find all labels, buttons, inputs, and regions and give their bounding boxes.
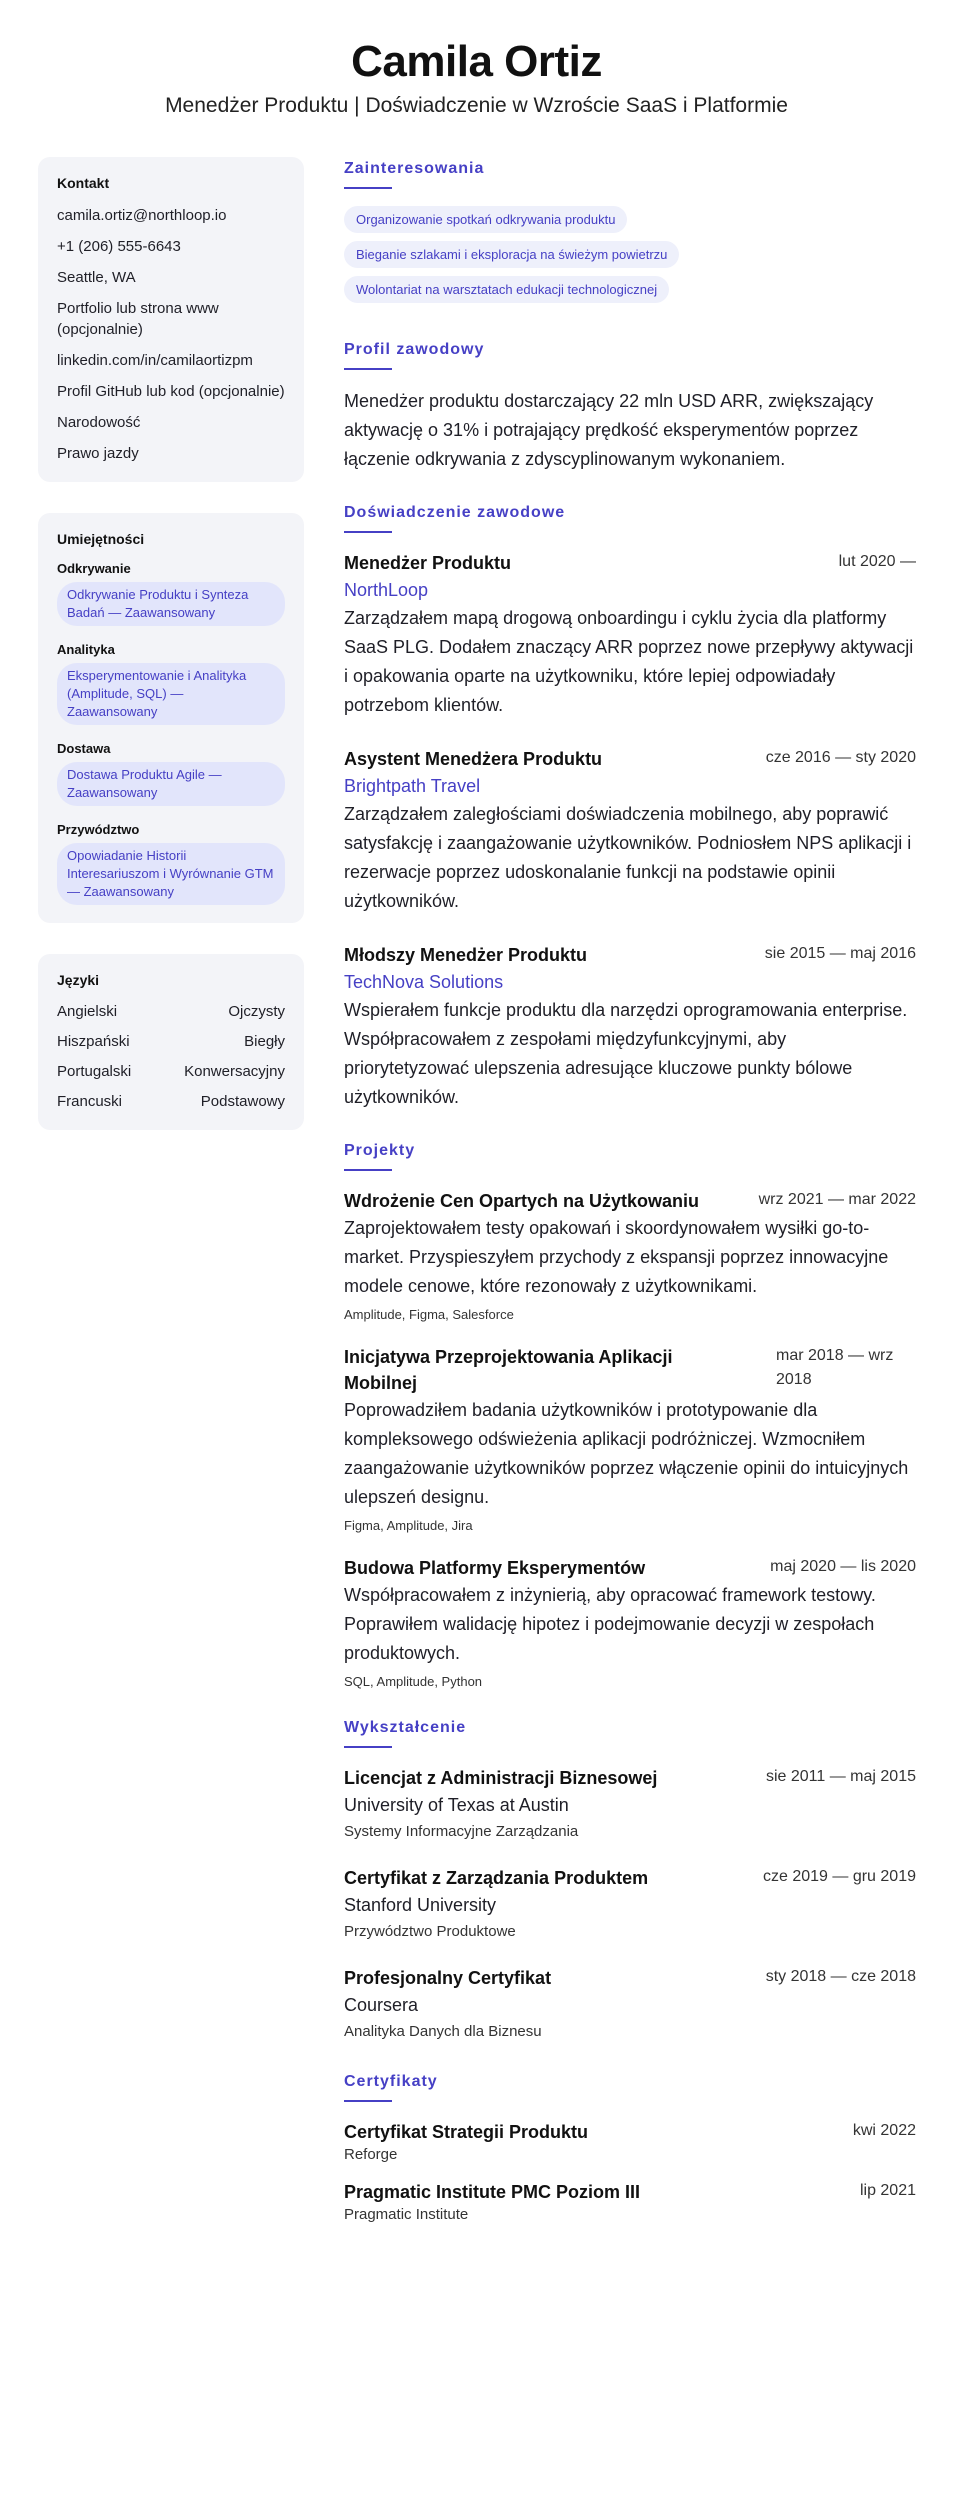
job-title: Asystent Menedżera Produktu xyxy=(344,749,603,769)
languages-title: Języki xyxy=(57,972,100,988)
job-title: Menedżer Produktu xyxy=(344,553,512,573)
interests-section xyxy=(344,160,916,311)
job-dates: lut 2020 — xyxy=(838,553,916,570)
section-divider xyxy=(344,1169,392,1171)
language-level: Podstawowy xyxy=(200,1093,285,1110)
certification-date: kwi 2022 xyxy=(852,2122,916,2139)
language-name: Portugalski xyxy=(57,1063,132,1080)
institution-name: Stanford University xyxy=(344,1895,497,1915)
section-divider xyxy=(344,1746,392,1748)
candidate-name: Camila Ortiz xyxy=(351,37,602,86)
section-title: Zainteresowania xyxy=(344,160,485,177)
project-tools: SQL, Amplitude, Python xyxy=(344,1674,483,1689)
contact-email[interactable]: camila.ortiz@northloop.io xyxy=(57,207,227,224)
profile-summary: Menedżer produktu dostarczający 22 mln USD ARR, zwiększający aktywację o 31% i potrajający prędkość eksperymentów poprzez łączenie odkrywania z zdyscyplinowanym wykonaniem. xyxy=(344,391,874,469)
education-dates: cze 2019 — gru 2019 xyxy=(763,1868,916,1885)
field-of-study: Analityka Danych dla Biznesu xyxy=(344,2023,542,2040)
degree-name: Profesjonalny Certyfikat xyxy=(344,1968,552,1988)
section-title: Profil zawodowy xyxy=(344,341,485,358)
education-section xyxy=(344,1719,916,2043)
projects-section xyxy=(344,1142,916,1689)
language-level: Biegły xyxy=(244,1033,285,1050)
education-dates: sty 2018 — cze 2018 xyxy=(765,1968,916,1985)
certification-entry xyxy=(344,2119,916,2165)
education-dates: sie 2011 — maj 2015 xyxy=(765,1768,916,1785)
section-title: Doświadczenie zawodowe xyxy=(344,504,566,521)
institution-name: University of Texas at Austin xyxy=(344,1795,569,1815)
degree-name: Licencjat z Administracji Biznesowej xyxy=(344,1768,658,1788)
contact-github: Profil GitHub lub kod (opcjonalnie) xyxy=(57,383,285,400)
skill-pill: Opowiadanie Historii Interesariuszom i Wyrównanie GTM — Zaawansowany xyxy=(57,843,285,905)
skill-group xyxy=(57,561,285,626)
project-tools: Amplitude, Figma, Salesforce xyxy=(344,1307,514,1322)
company-name: Brightpath Travel xyxy=(344,776,481,796)
section-divider xyxy=(344,531,392,533)
certification-issuer: Reforge xyxy=(344,2146,398,2163)
job-description: Zarządzałem mapą drogową onboardingu i cyklu życia dla platformy SaaS PLG. Dodałem znaczący ARR poprzez nowe przepływy aktywacji i opakowania oparte na użytkowniku, które lepiej odpowiadały potrzebom klientów. xyxy=(344,608,914,715)
skill-pill: Eksperymentowanie i Analityka (Amplitude, SQL) — Zaawansowany xyxy=(57,663,285,725)
job-description: Zarządzałem zaległościami doświadczenia mobilnego, aby poprawić satysfakcję i zaangażowanie użytkowników. Podniosłem NPS aplikacji i rezerwacje poprzez udoskonalanie funkcji na podstawie opinii użytkowników. xyxy=(344,804,912,911)
project-entry xyxy=(344,1188,916,1322)
section-divider xyxy=(344,2100,392,2102)
interest-tag: Bieganie szlakami i eksploracja na świeżym powietrzu xyxy=(344,241,679,268)
certification-issuer: Pragmatic Institute xyxy=(344,2206,469,2223)
skill-name: Dostawa xyxy=(57,741,111,756)
language-level: Konwersacyjny xyxy=(184,1063,285,1080)
language-name: Francuski xyxy=(57,1093,123,1110)
skill-group xyxy=(57,822,285,905)
profile-section xyxy=(344,341,916,474)
resume-header xyxy=(0,0,953,118)
certifications-section xyxy=(344,2073,916,2225)
main-content xyxy=(344,160,916,2255)
contact-linkedin[interactable]: linkedin.com/in/camilaortizpm xyxy=(57,352,253,369)
project-name: Budowa Platformy Eksperymentów xyxy=(344,1558,646,1578)
education-entry xyxy=(344,1965,916,2043)
section-title: Wykształcenie xyxy=(344,1719,467,1736)
project-dates: wrz 2021 — mar 2022 xyxy=(758,1191,916,1208)
section-divider xyxy=(344,187,392,189)
skills-card xyxy=(38,513,304,923)
contact-location: Seattle, WA xyxy=(57,269,136,286)
language-row xyxy=(57,1002,285,1022)
contact-phone[interactable]: +1 (206) 555-6643 xyxy=(57,238,181,255)
language-row xyxy=(57,1062,285,1082)
field-of-study: Systemy Informacyjne Zarządzania xyxy=(344,1823,579,1840)
section-title: Certyfikaty xyxy=(344,2073,438,2090)
project-dates: mar 2018 — wrz 2018 xyxy=(776,1347,894,1388)
language-name: Hiszpański xyxy=(57,1033,130,1050)
section-divider xyxy=(344,368,392,370)
language-name: Angielski xyxy=(57,1003,118,1020)
experience-entry xyxy=(344,550,916,720)
education-entry xyxy=(344,1865,916,1943)
sidebar xyxy=(38,157,304,1161)
project-entry xyxy=(344,1344,916,1533)
project-entry xyxy=(344,1555,916,1689)
skills-title: Umiejętności xyxy=(57,531,145,547)
contact-title: Kontakt xyxy=(57,175,110,191)
project-description: Współpracowałem z inżynierią, aby opracować framework testowy. Poprawiłem walidację hipotez i podejmowanie decyzji w zespołach produktowych. xyxy=(344,1585,876,1663)
skill-name: Analityka xyxy=(57,642,115,657)
skill-group xyxy=(57,642,285,725)
project-description: Poprowadziłem badania użytkowników i prototypowanie dla kompleksowego odświeżenia aplikacji podróżniczej. Wzmocniłem zaangażowanie użytkowników poprzez włączenie opinii do intuicyjnych ulepszeń designu. xyxy=(344,1400,909,1507)
experience-entry xyxy=(344,942,916,1112)
job-dates: sie 2015 — maj 2016 xyxy=(764,945,916,962)
field-of-study: Przywództwo Produktowe xyxy=(344,1923,516,1940)
candidate-headline: Menedżer Produktu | Doświadczenie w Wzroście SaaS i Platformie xyxy=(165,94,788,117)
degree-name: Certyfikat z Zarządzania Produktem xyxy=(344,1868,649,1888)
company-name: TechNova Solutions xyxy=(344,972,504,992)
skill-pill: Dostawa Produktu Agile — Zaawansowany xyxy=(57,762,285,806)
skill-group xyxy=(57,741,285,806)
education-entry xyxy=(344,1765,916,1843)
interest-tag: Wolontariat na warsztatach edukacji technologicznej xyxy=(344,276,669,303)
language-row xyxy=(57,1092,285,1112)
skill-name: Przywództwo xyxy=(57,822,140,837)
contact-nationality: Narodowość xyxy=(57,414,141,431)
institution-name: Coursera xyxy=(344,1995,419,2015)
language-row xyxy=(57,1032,285,1052)
contact-card xyxy=(38,157,304,482)
job-title: Młodszy Menedżer Produktu xyxy=(344,945,588,965)
project-description: Zaprojektowałem testy opakowań i skoordynowałem wysiłki go-to-market. Przyspieszyłem przychody z ekspansji poprzez innowacyjne modele cenowe, które rezonowały z użytkownikami. xyxy=(344,1218,889,1296)
certification-name: Pragmatic Institute PMC Poziom III xyxy=(344,2182,641,2202)
certification-name: Certyfikat Strategii Produktu xyxy=(344,2122,589,2142)
skill-pill: Odkrywanie Produktu i Synteza Badań — Zaawansowany xyxy=(57,582,285,626)
languages-card xyxy=(38,954,304,1130)
certification-entry xyxy=(344,2179,916,2225)
contact-portfolio: Portfolio lub strona www (opcjonalnie) xyxy=(57,300,219,338)
language-level: Ojczysty xyxy=(228,1003,285,1020)
project-name: Inicjatywa Przeprojektowania Aplikacji Mobilnej xyxy=(344,1347,673,1393)
experience-entry xyxy=(344,746,916,916)
project-tools: Figma, Amplitude, Jira xyxy=(344,1518,473,1533)
interest-tag: Organizowanie spotkań odkrywania produktu xyxy=(344,206,627,233)
experience-section xyxy=(344,504,916,1112)
section-title: Projekty xyxy=(344,1142,416,1159)
company-name: NorthLoop xyxy=(344,580,429,600)
certification-date: lip 2021 xyxy=(859,2182,916,2199)
project-dates: maj 2020 — lis 2020 xyxy=(770,1558,916,1575)
skill-name: Odkrywanie xyxy=(57,561,131,576)
project-name: Wdrożenie Cen Opartych na Użytkowaniu xyxy=(344,1191,700,1211)
contact-driving-license: Prawo jazdy xyxy=(57,445,139,462)
job-dates: cze 2016 — sty 2020 xyxy=(765,749,916,766)
interest-tags xyxy=(344,206,916,311)
job-description: Wspierałem funkcje produktu dla narzędzi oprogramowania enterprise. Współpracowałem z zespołami międzyfunkcyjnymi, aby priorytetyzować ulepszenia adresujące kluczowe punkty bólowe użytkowników. xyxy=(344,1000,908,1107)
